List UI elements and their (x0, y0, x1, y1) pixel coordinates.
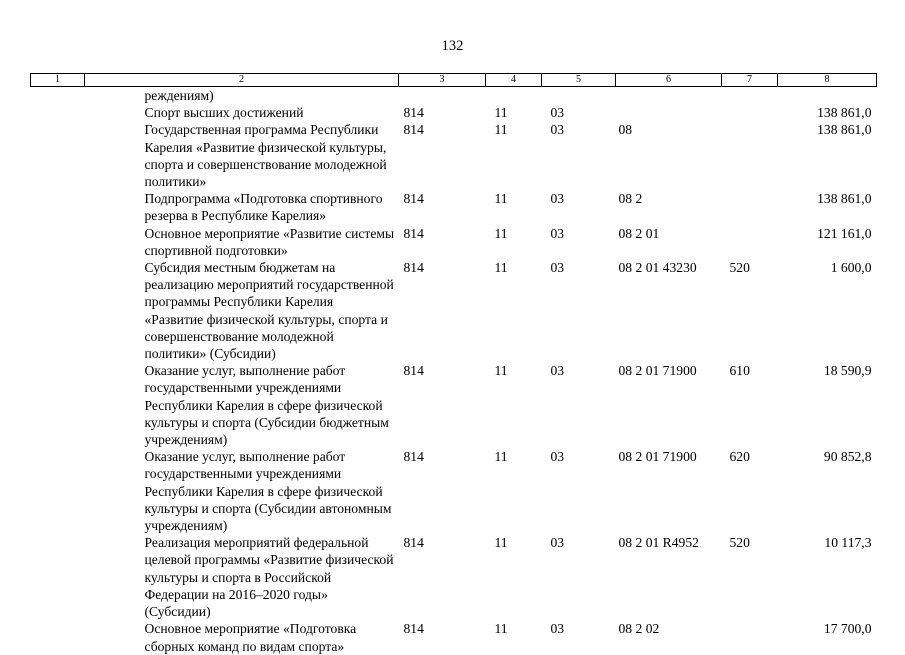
section-code: 11 (494, 363, 508, 379)
budget-table (30, 73, 877, 655)
target-article-code: 08 2 01 R4952 (618, 535, 699, 551)
expense-type-code (722, 87, 778, 105)
amount: 90 852,8 (823, 449, 872, 465)
expense-type-code: 610 (729, 363, 750, 379)
section-code (486, 87, 542, 105)
section-code: 11 (494, 449, 508, 465)
ministry-code: 814 (403, 449, 424, 465)
column-number-header: 4 (486, 74, 542, 87)
amount: 1 600,0 (830, 260, 872, 276)
column-number-header-row (31, 74, 877, 87)
target-article-code: 08 2 01 71900 (618, 363, 697, 379)
item-name: реждениям) (144, 88, 214, 103)
target-article-code: 08 2 (618, 191, 643, 207)
subsection-code (542, 87, 616, 105)
table-row (31, 225, 877, 259)
ministry-code: 814 (403, 535, 424, 551)
ministry-code: 814 (403, 621, 424, 637)
column-number-header: 1 (31, 74, 85, 87)
subsection-code: 03 (550, 191, 565, 207)
section-code: 11 (494, 621, 508, 637)
table-row (31, 448, 877, 534)
subsection-code: 03 (550, 621, 565, 637)
item-name: Оказание услуг, выполнение работ государственными учреждениями Республики Карелия в сфере физической культуры и спорта (Субсидии автономным учреждениям) (144, 449, 392, 534)
table-row (31, 87, 877, 105)
page-number: 132 (441, 38, 464, 54)
ministry-code (399, 87, 486, 105)
amount: 138 861,0 (817, 122, 872, 138)
item-name: Подпрограмма «Подготовка спортивного резерва в Республике Карелия» (144, 191, 383, 224)
section-code: 11 (494, 260, 508, 276)
row-index-cell (31, 87, 85, 105)
row-index-cell (31, 534, 85, 620)
column-number-header: 6 (616, 74, 722, 87)
amount: 121 161,0 (817, 225, 872, 241)
item-name: Реализация мероприятий федеральной целевой программы «Развитие физической культуры и спорта в Российской Федерации на 2016–2020 годы» (Субсидии) (144, 535, 394, 620)
expense-type-code (722, 121, 778, 190)
amount: 17 700,0 (823, 621, 872, 637)
expense-type-code: 520 (729, 535, 750, 551)
ministry-code: 814 (403, 105, 424, 121)
ministry-code: 814 (403, 191, 424, 207)
row-index-cell (31, 190, 85, 224)
row-index-cell (31, 225, 85, 259)
table-row (31, 190, 877, 224)
expense-type-code (722, 620, 778, 654)
target-article-code: 08 2 02 (618, 621, 660, 637)
row-index-cell (31, 448, 85, 534)
ministry-code: 814 (403, 225, 424, 241)
section-code: 11 (494, 191, 508, 207)
column-number-header: 5 (542, 74, 616, 87)
amount: 18 590,9 (823, 363, 872, 379)
expense-type-code (722, 225, 778, 259)
amount (778, 87, 877, 105)
row-index-cell (31, 104, 85, 121)
column-number-header: 2 (85, 74, 399, 87)
item-name: Оказание услуг, выполнение работ государственными учреждениями Республики Карелия в сфере физической культуры и спорта (Субсидии бюджетным учреждениям) (144, 363, 389, 448)
subsection-code: 03 (550, 535, 565, 551)
section-code: 11 (494, 105, 508, 121)
ministry-code: 814 (403, 260, 424, 276)
table-row (31, 620, 877, 654)
table-row (31, 104, 877, 121)
expense-type-code: 520 (729, 260, 750, 276)
subsection-code: 03 (550, 122, 565, 138)
ministry-code: 814 (403, 363, 424, 379)
row-index-cell (31, 259, 85, 362)
item-name: Спорт высших достижений (144, 105, 304, 121)
item-name: Основное мероприятие «Развитие системы спортивной подготовки» (144, 225, 395, 258)
amount: 10 117,3 (824, 535, 872, 551)
table-row (31, 362, 877, 448)
item-name: Субсидия местным бюджетам на реализацию мероприятий государственной программы Республики Карелия «Развитие физической культуры, спорта и совершенствование молодежной политики» (Субсидии) (144, 260, 394, 362)
target-article-code (616, 104, 722, 121)
row-index-cell (31, 362, 85, 448)
subsection-code: 03 (550, 105, 565, 121)
subsection-code: 03 (550, 449, 565, 465)
item-name: Основное мероприятие «Подготовка сборных команд по видам спорта» (144, 621, 357, 654)
subsection-code: 03 (550, 260, 565, 276)
target-article-code: 08 2 01 71900 (618, 449, 697, 465)
row-index-cell (31, 620, 85, 654)
item-name: Государственная программа Республики Карелия «Развитие физической культуры, спорта и совершенствование молодежной политики» (144, 122, 387, 190)
expense-type-code: 620 (729, 449, 750, 465)
section-code: 11 (494, 535, 508, 551)
ministry-code: 814 (403, 122, 424, 138)
table-row (31, 259, 877, 362)
target-article-code (616, 87, 722, 105)
target-article-code: 08 2 01 (618, 225, 660, 241)
target-article-code: 08 2 01 43230 (618, 260, 697, 276)
target-article-code: 08 (618, 122, 633, 138)
expense-type-code (722, 190, 778, 224)
subsection-code: 03 (550, 225, 565, 241)
column-number-header: 3 (399, 74, 486, 87)
table-row (31, 534, 877, 620)
amount: 138 861,0 (817, 191, 872, 207)
column-number-header: 7 (722, 74, 778, 87)
amount: 138 861,0 (817, 105, 872, 121)
subsection-code: 03 (550, 363, 565, 379)
column-number-header: 8 (778, 74, 877, 87)
table-row (31, 121, 877, 190)
row-index-cell (31, 121, 85, 190)
section-code: 11 (494, 225, 508, 241)
expense-type-code (722, 104, 778, 121)
section-code: 11 (494, 122, 508, 138)
